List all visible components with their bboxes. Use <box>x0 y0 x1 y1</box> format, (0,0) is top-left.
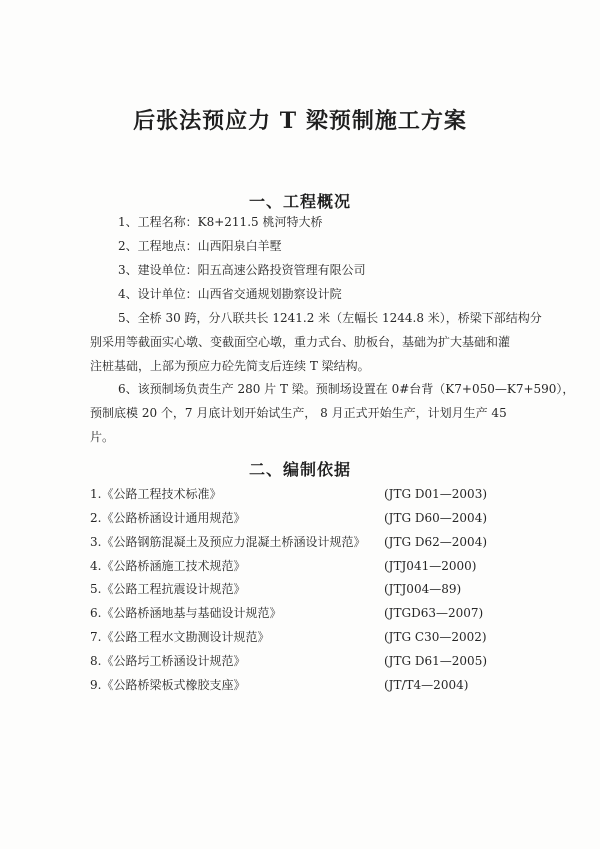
overview-item-project-name: 1、工程名称：K8+211.5 桃河特大桥 <box>118 215 323 229</box>
reference-title: 2.《公路桥涵设计通用规范》 <box>90 511 246 525</box>
reference-code: (JTG D60—2004) <box>384 511 488 525</box>
reference-title: 8.《公路圬工桥涵设计规范》 <box>90 654 246 668</box>
reference-title: 3.《公路钢筋混凝土及预应力混凝土桥涵设计规范》 <box>90 535 366 549</box>
reference-title: 4.《公路桥涵施工技术规范》 <box>90 559 246 573</box>
reference-code: (JTJ004—89) <box>384 582 462 596</box>
reference-code: (JTG D01—2003) <box>384 487 488 501</box>
paragraph-line: 别采用等截面实心墩、变截面空心墩，重力式台、肋板台，基础为扩大基础和灌 <box>90 335 511 349</box>
reference-title: 1.《公路工程技术标准》 <box>90 487 222 501</box>
reference-code: (JTG D61—2005) <box>384 654 488 668</box>
paragraph-line: 片。 <box>90 430 115 444</box>
reference-code: (JTG C30—2002) <box>384 630 487 644</box>
overview-item-owner: 3、建设单位：阳五高速公路投资管理有限公司 <box>118 263 366 277</box>
reference-code: (JTJ041—2000) <box>384 559 477 573</box>
paragraph-line: 注桩基础，上部为预应力砼先简支后连续 T 梁结构。 <box>90 359 370 373</box>
section-heading-overview: 一、工程概况 <box>248 192 351 211</box>
reference-title: 7.《公路工程水文勘测设计规范》 <box>90 630 270 644</box>
overview-item-designer: 4、设计单位：山西省交通规划勘察设计院 <box>118 287 342 301</box>
reference-title: 6.《公路桥涵地基与基础设计规范》 <box>90 606 282 620</box>
reference-code: (JTGD63—2007) <box>384 606 484 620</box>
section-heading-references: 二、编制依据 <box>248 460 351 479</box>
reference-title: 5.《公路工程抗震设计规范》 <box>90 582 246 596</box>
paragraph-line: 5、全桥 30 跨，分八联共长 1241.2 米（左幅长 1244.8 米），桥梁下部结构分 <box>118 311 542 325</box>
paragraph-line: 6、该预制场负责生产 280 片 T 梁。预制场设置在 0#台背（K7+050—K7+590）， <box>118 382 575 396</box>
reference-code: (JT/T4—2004) <box>384 678 469 692</box>
paragraph-line: 预制底模 20 个，7 月底计划开始试生产， 8 月正式开始生产，计划月生产 45 <box>90 406 507 420</box>
overview-item-location: 2、工程地点：山西阳泉白羊墅 <box>118 239 282 253</box>
document-title: 后张法预应力 T 梁预制施工方案 <box>133 108 467 134</box>
reference-title: 9.《公路桥梁板式橡胶支座》 <box>90 678 246 692</box>
reference-code: (JTG D62—2004) <box>384 535 488 549</box>
